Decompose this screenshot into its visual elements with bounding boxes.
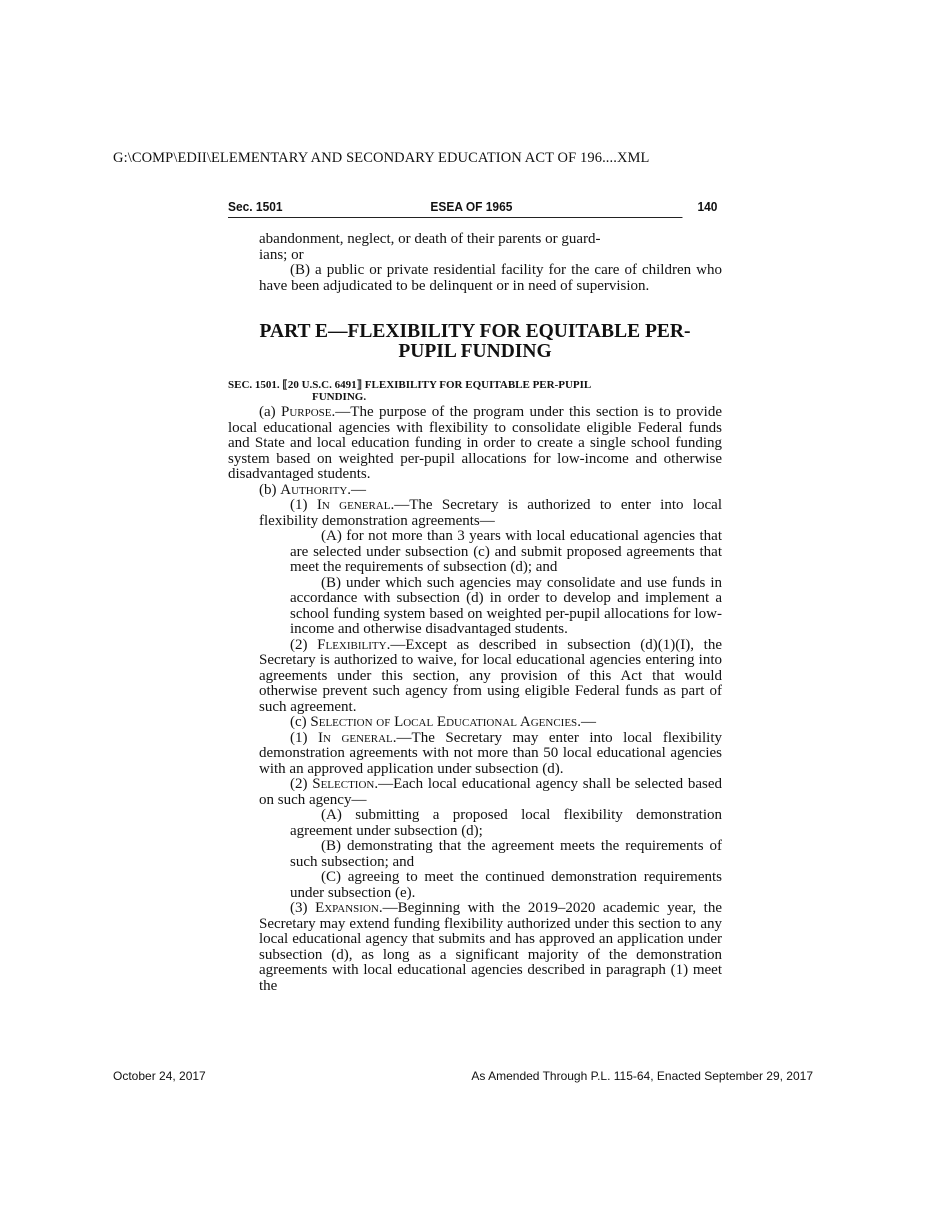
footer-date: October 24, 2017 bbox=[113, 1069, 206, 1083]
part-heading bbox=[228, 322, 722, 362]
paragraph-c3-title: Expansion bbox=[315, 900, 379, 916]
section-heading-line-2: FUNDING. bbox=[312, 391, 367, 403]
part-heading-line-2: PUPIL FUNDING bbox=[398, 341, 552, 362]
continued-line-2: ians; or bbox=[259, 246, 304, 263]
part-heading-line-1: PART E—FLEXIBILITY FOR EQUITABLE PER- bbox=[259, 321, 691, 342]
subsection-c: (c) Selection of Local Educational Agencies.— bbox=[290, 714, 596, 730]
subsection-b-title: Authority bbox=[280, 481, 348, 498]
page-number: 140 bbox=[697, 199, 718, 214]
running-head bbox=[228, 197, 718, 218]
subparagraph-b-facility: (B) a public or private residential facility for the care of children who have been adjudicated to be delinquent or in need of supervision. bbox=[259, 262, 722, 294]
paragraph-b2: (2) Flexibility.—Except as described in subsection (d)(1)(I), the Secretary is authorized to waive, for local educational agencies entering into agreements under this section, any provision of this Act that would otherwise prevent such agency from using eligible Federal funds as part of such agreement. bbox=[259, 636, 722, 715]
paragraph-b1-title: In general bbox=[316, 497, 391, 513]
section-body bbox=[228, 405, 722, 994]
paragraph-b1: (1) In general.—The Secretary is authorized to enter into local flexibility demonstration agreements— bbox=[259, 497, 722, 529]
paragraph-c1-title: In general bbox=[318, 729, 393, 746]
subparagraph-b1a: (A) for not more than 3 years with local educational agencies that are selected under subsection (c) and submit proposed agreements that meet the requirements of subsection (d); and bbox=[290, 528, 722, 575]
footer-amended: As Amended Through P.L. 115-64, Enacted September 29, 2017 bbox=[471, 1069, 813, 1083]
paragraph-c2-title: Selection bbox=[312, 776, 375, 792]
file-path: G:\COMP\EDII\ELEMENTARY AND SECONDARY EDUCATION ACT OF 196....XML bbox=[113, 150, 650, 166]
subsection-a: (a) Purpose.—The purpose of the program under this section is to provide local educational agencies with flexibility to consolidate eligible Federal funds and State and local education funding in order to create a single school funding system based on weighted per-pupil allocations for low-income and otherwise disadvantaged students. bbox=[228, 404, 722, 482]
paragraph-c3: (3) Expansion.—Beginning with the 2019–2020 academic year, the Secretary may extend funding flexibility authorized under this section to any local educational agency that submits and has approved an application under subsection (d), as long as a significant majority of the demonstration agreements with local educational agencies described in paragraph (1) meet the bbox=[259, 900, 722, 994]
continued-text bbox=[228, 232, 722, 294]
subsection-b: (b) Authority.— bbox=[259, 481, 367, 498]
running-head-section: Sec. 1501 bbox=[228, 199, 283, 214]
section-heading bbox=[228, 379, 722, 403]
subsection-c-title: Selection of Local Educational Agencies bbox=[310, 714, 578, 730]
subsection-a-title: Purpose bbox=[281, 404, 332, 420]
continued-line-1: abandonment, neglect, or death of their parents or guard- bbox=[259, 231, 601, 247]
subparagraph-c2a: (A) submitting a proposed local flexibility demonstration agreement under subsection (d); bbox=[290, 807, 722, 839]
running-head-title: ESEA OF 1965 bbox=[430, 199, 513, 214]
section-heading-line-1: SEC. 1501. ⟦20 U.S.C. 6491⟧ FLEXIBILITY FOR EQUITABLE PER-PUPIL bbox=[228, 379, 592, 391]
subparagraph-c2b: (B) demonstrating that the agreement meets the requirements of such subsection; and bbox=[290, 838, 722, 870]
paragraph-c1: (1) In general.—The Secretary may enter into local flexibility demonstration agreements with not more than 50 local educational agencies with an approved application under subsection (d). bbox=[259, 729, 722, 777]
paragraph-c2: (2) Selection.—Each local educational agency shall be selected based on such agency— bbox=[259, 776, 722, 808]
subparagraph-b1b: (B) under which such agencies may consolidate and use funds in accordance with subsection (d) in order to develop and implement a school funding system based on weighted per-pupil allocations for low-income and otherwise disadvantaged students. bbox=[290, 574, 722, 637]
paragraph-b2-title: Flexibility bbox=[317, 636, 387, 653]
subparagraph-c2c: (C) agreeing to meet the continued demonstration requirements under subsection (e). bbox=[290, 869, 722, 901]
